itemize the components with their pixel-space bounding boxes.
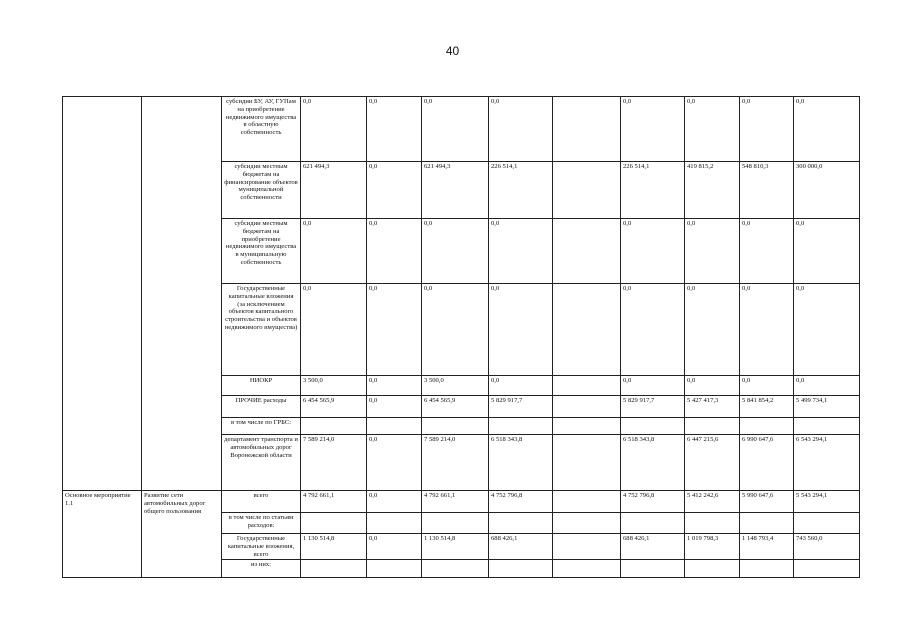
value-cell: 5 829 917,7: [621, 396, 685, 418]
value-cell: 0,0: [794, 97, 860, 162]
value-cell: 0,0: [422, 97, 489, 162]
row-label: субсидии местным бюджетам на финансирование объектов муниципальной собственности: [222, 162, 301, 219]
value-cell: 0,0: [367, 396, 422, 418]
value-cell: 0,0: [794, 284, 860, 376]
value-cell: [422, 418, 489, 435]
value-cell: 0,0: [621, 97, 685, 162]
value-cell: [489, 418, 553, 435]
value-cell: [553, 560, 621, 578]
row-label: НИОКР: [222, 376, 301, 396]
row-label: всего: [222, 491, 301, 513]
value-cell: [301, 560, 367, 578]
value-cell: 688 426,1: [621, 534, 685, 560]
value-cell: [685, 560, 740, 578]
value-cell: 7 589 214,0: [422, 435, 489, 491]
value-cell: 1 130 514,8: [422, 534, 489, 560]
value-cell: 0,0: [489, 376, 553, 396]
value-cell: 0,0: [740, 219, 794, 284]
value-cell: [553, 435, 621, 491]
value-cell: 1 130 514,8: [301, 534, 367, 560]
value-cell: 6 454 565,9: [301, 396, 367, 418]
value-cell: [794, 513, 860, 534]
value-cell: [621, 560, 685, 578]
value-cell: 4 752 796,8: [489, 491, 553, 513]
value-cell: 0,0: [685, 284, 740, 376]
value-cell: [553, 376, 621, 396]
value-cell: 621 494,3: [301, 162, 367, 219]
row-label: департамент транспорта и автомобильных дорог Воронежской области: [222, 435, 301, 491]
value-cell: 226 514,1: [621, 162, 685, 219]
value-cell: 0,0: [422, 219, 489, 284]
value-cell: 1 019 798,3: [685, 534, 740, 560]
value-cell: [794, 418, 860, 435]
value-cell: 4 792 661,1: [301, 491, 367, 513]
value-cell: [367, 560, 422, 578]
value-cell: 0,0: [367, 284, 422, 376]
section-title: Развитие сети автомобильных дорог общего пользования: [142, 491, 222, 578]
value-cell: [740, 418, 794, 435]
value-cell: 6 518 343,8: [489, 435, 553, 491]
value-cell: 0,0: [367, 435, 422, 491]
value-cell: 688 426,1: [489, 534, 553, 560]
value-cell: 0,0: [367, 162, 422, 219]
value-cell: 621 494,3: [422, 162, 489, 219]
value-cell: [489, 513, 553, 534]
value-cell: 0,0: [685, 376, 740, 396]
value-cell: 1 148 793,4: [740, 534, 794, 560]
value-cell: 6 518 343,8: [621, 435, 685, 491]
value-cell: 5 427 417,3: [685, 396, 740, 418]
value-cell: [367, 513, 422, 534]
table-row: [63, 491, 860, 513]
value-cell: [553, 162, 621, 219]
value-cell: 0,0: [489, 219, 553, 284]
row-label: ПРОЧИЕ расходы: [222, 396, 301, 418]
value-cell: 3 500,0: [301, 376, 367, 396]
value-cell: 743 560,0: [794, 534, 860, 560]
value-cell: 0,0: [685, 219, 740, 284]
value-cell: [422, 560, 489, 578]
value-cell: 7 589 214,0: [301, 435, 367, 491]
row-label: из них:: [222, 560, 301, 578]
value-cell: 6 454 565,9: [422, 396, 489, 418]
value-cell: 0,0: [740, 97, 794, 162]
row-label: субсидии местным бюджетам на приобретение недвижимого имущества в муниципальную собственность: [222, 219, 301, 284]
value-cell: [553, 418, 621, 435]
row-label: Государственные капитальные вложения (за исключением объектов капитального строительства и объектов недвижимого имущества): [222, 284, 301, 376]
value-cell: 0,0: [367, 376, 422, 396]
value-cell: 0,0: [794, 376, 860, 396]
value-cell: 548 810,3: [740, 162, 794, 219]
value-cell: [621, 418, 685, 435]
value-cell: 0,0: [422, 284, 489, 376]
value-cell: [553, 219, 621, 284]
value-cell: 5 499 734,1: [794, 396, 860, 418]
value-cell: 300 000,0: [794, 162, 860, 219]
row-label: субсидии БУ, АУ, ГУПам на приобретение недвижимого имущества в областную собственность: [222, 97, 301, 162]
value-cell: [621, 513, 685, 534]
value-cell: 0,0: [367, 491, 422, 513]
value-cell: [367, 418, 422, 435]
value-cell: 0,0: [621, 284, 685, 376]
value-cell: [553, 491, 621, 513]
row-label: в том числе по статьям расходов:: [222, 513, 301, 534]
value-cell: 0,0: [621, 376, 685, 396]
value-cell: [685, 418, 740, 435]
value-cell: 0,0: [301, 219, 367, 284]
budget-table: [62, 96, 860, 578]
value-cell: 419 815,2: [685, 162, 740, 219]
table-row: [63, 97, 860, 162]
value-cell: [553, 396, 621, 418]
value-cell: [553, 513, 621, 534]
value-cell: 5 543 294,1: [794, 491, 860, 513]
value-cell: 6 543 294,1: [794, 435, 860, 491]
row-label: Государственные капитальные вложения, всего: [222, 534, 301, 560]
value-cell: 5 412 242,6: [685, 491, 740, 513]
value-cell: 4 792 661,1: [422, 491, 489, 513]
value-cell: 0,0: [489, 97, 553, 162]
value-cell: [553, 284, 621, 376]
row-label: в том числе по ГРБС:: [222, 418, 301, 435]
value-cell: 3 500,0: [422, 376, 489, 396]
value-cell: 0,0: [740, 284, 794, 376]
value-cell: 0,0: [489, 284, 553, 376]
value-cell: 0,0: [367, 219, 422, 284]
value-cell: 4 752 796,8: [621, 491, 685, 513]
value-cell: 5 829 917,7: [489, 396, 553, 418]
value-cell: 0,0: [367, 534, 422, 560]
value-cell: [740, 560, 794, 578]
value-cell: [422, 513, 489, 534]
value-cell: [740, 513, 794, 534]
value-cell: [553, 97, 621, 162]
section-name: Основное мероприятие 1.1: [63, 491, 142, 578]
value-cell: 0,0: [685, 97, 740, 162]
value-cell: [553, 534, 621, 560]
value-cell: [685, 513, 740, 534]
value-cell: 6 447 215,6: [685, 435, 740, 491]
value-cell: 0,0: [621, 219, 685, 284]
value-cell: [301, 418, 367, 435]
value-cell: 6 990 647,6: [740, 435, 794, 491]
value-cell: 0,0: [794, 219, 860, 284]
value-cell: 0,0: [740, 376, 794, 396]
value-cell: 5 841 854,2: [740, 396, 794, 418]
value-cell: 0,0: [367, 97, 422, 162]
page-number: 40: [445, 44, 460, 58]
value-cell: [301, 513, 367, 534]
value-cell: 5 990 647,6: [740, 491, 794, 513]
empty-cell: [63, 97, 142, 491]
value-cell: 0,0: [301, 97, 367, 162]
value-cell: [794, 560, 860, 578]
value-cell: 0,0: [301, 284, 367, 376]
empty-cell: [142, 97, 222, 491]
value-cell: [489, 560, 553, 578]
value-cell: 226 514,1: [489, 162, 553, 219]
